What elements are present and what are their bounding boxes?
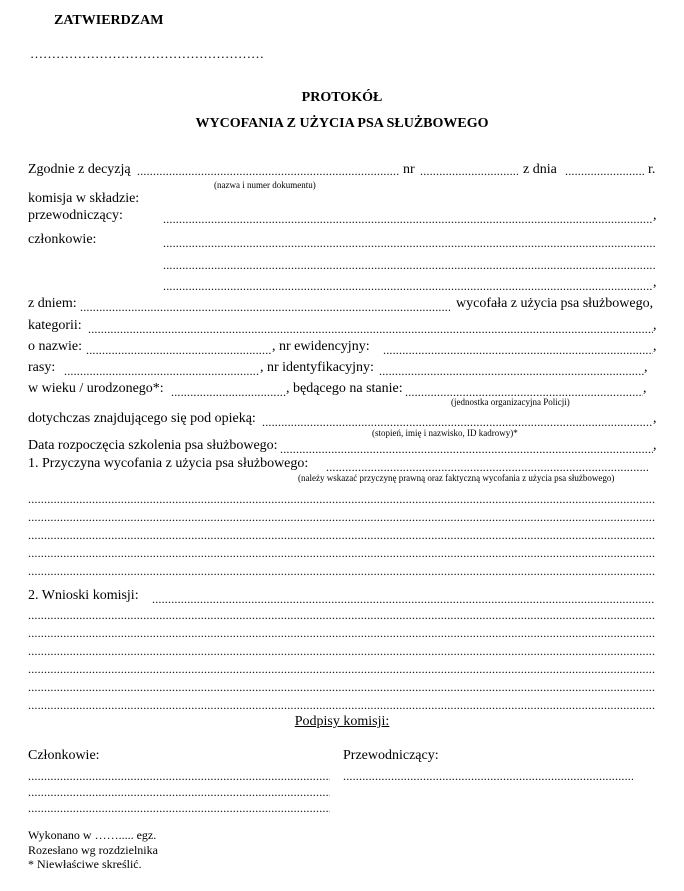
evidence-number-field[interactable]	[383, 343, 653, 358]
document-subtitle: WYCOFANIA Z UŻYCIA PSA SŁUŻBOWEGO	[195, 116, 489, 131]
reason-line-5[interactable]	[28, 564, 655, 579]
approval-signature-line[interactable]: ………………………………………………	[30, 46, 264, 61]
member-signature-2[interactable]	[28, 785, 330, 800]
decision-date-label: z dnia	[523, 162, 557, 177]
decision-document-field[interactable]	[137, 164, 399, 179]
decision-date-field[interactable]	[565, 164, 645, 179]
category-label: kategorii:	[28, 318, 82, 333]
conclusions-label: 2. Wnioski komisji:	[28, 588, 139, 603]
chair-comma: ,	[653, 208, 657, 223]
date-field[interactable]	[80, 300, 450, 315]
footer-note: * Niewłaściwe skreślić.	[28, 857, 142, 871]
chair-label: przewodniczący:	[28, 208, 123, 223]
breed-label: rasy:	[28, 360, 56, 375]
signatures-chair-label: Przewodniczący:	[343, 748, 439, 763]
date-label: z dniem:	[28, 296, 77, 311]
name-label: o nazwie:	[28, 339, 83, 354]
withdrawn-text: wycofała z użycia psa służbowego,	[456, 296, 654, 311]
breed-field[interactable]	[64, 364, 259, 379]
reason-label: 1. Przyczyna wycofania z użycia psa służbowego:	[28, 456, 309, 471]
conclusions-line-4[interactable]	[28, 662, 655, 677]
category-comma: ,	[653, 318, 657, 333]
commission-label: komisja w składzie:	[28, 191, 140, 206]
training-label: Data rozpoczęcia szkolenia psa służbowego:	[28, 438, 278, 453]
evidence-comma: ,	[653, 339, 657, 354]
conclusions-first-line-field[interactable]	[152, 592, 655, 607]
member-field-2[interactable]	[163, 258, 656, 273]
ident-number-field[interactable]	[379, 364, 644, 379]
member-field-1[interactable]	[163, 236, 656, 251]
signatures-members-label: Członkowie:	[28, 748, 100, 763]
approval-heading: ZATWIERDZAM	[54, 13, 164, 28]
unit-hint: (jednostka organizacyjna Policji)	[451, 397, 570, 407]
chair-signature[interactable]	[343, 769, 633, 784]
reason-hint: (należy wskazać przyczynę prawną oraz faktyczną wycofania z użycia psa służbowego)	[298, 473, 615, 483]
unit-comma: ,	[643, 381, 647, 396]
footer-copies: Wykonano w ……..... egz.	[28, 828, 157, 842]
training-date-field[interactable]	[280, 442, 653, 457]
ident-comma: ,	[644, 360, 648, 375]
member-field-3[interactable]	[163, 279, 653, 294]
ident-label: , nr identyfikacyjny:	[260, 360, 374, 375]
conclusions-line-6[interactable]	[28, 698, 655, 713]
footer-distribution: Rozesłano wg rozdzielnika	[28, 843, 158, 857]
age-field[interactable]	[171, 385, 286, 400]
handler-label: dotychczas znajdującego się pod opieką:	[28, 411, 256, 426]
reason-line-4[interactable]	[28, 546, 655, 561]
member-signature-3[interactable]	[28, 801, 330, 816]
unit-label: , będącego na stanie:	[286, 381, 403, 396]
age-label: w wieku / urodzonego*:	[28, 381, 164, 396]
category-field[interactable]	[88, 322, 653, 337]
conclusions-line-2[interactable]	[28, 626, 655, 641]
reason-line-3[interactable]	[28, 528, 655, 543]
document-title: PROTOKÓŁ	[301, 90, 383, 105]
member-signature-1[interactable]	[28, 769, 330, 784]
conclusions-line-3[interactable]	[28, 644, 655, 659]
reason-line-2[interactable]	[28, 510, 655, 525]
member-comma: ,	[653, 275, 657, 290]
conclusions-line-1[interactable]	[28, 608, 655, 623]
handler-hint: (stopień, imię i nazwisko, ID kadrowy)*	[372, 428, 518, 438]
handler-comma: ,	[653, 411, 657, 426]
decision-label: Zgodnie z decyzją	[28, 162, 131, 177]
decision-year-suffix: r.	[648, 162, 656, 177]
decision-number-field[interactable]	[420, 164, 518, 179]
decision-doc-hint: (nazwa i numer dokumentu)	[214, 180, 316, 190]
chair-field[interactable]	[163, 212, 653, 227]
conclusions-line-5[interactable]	[28, 680, 655, 695]
dog-name-field[interactable]	[86, 343, 271, 358]
reason-line-1[interactable]	[28, 492, 655, 507]
members-label: członkowie:	[28, 232, 97, 247]
evidence-label: , nr ewidencyjny:	[272, 339, 370, 354]
decision-nr-label: nr	[403, 162, 415, 177]
signatures-heading: Podpisy komisji:	[294, 714, 390, 729]
training-comma: ,	[653, 438, 657, 453]
